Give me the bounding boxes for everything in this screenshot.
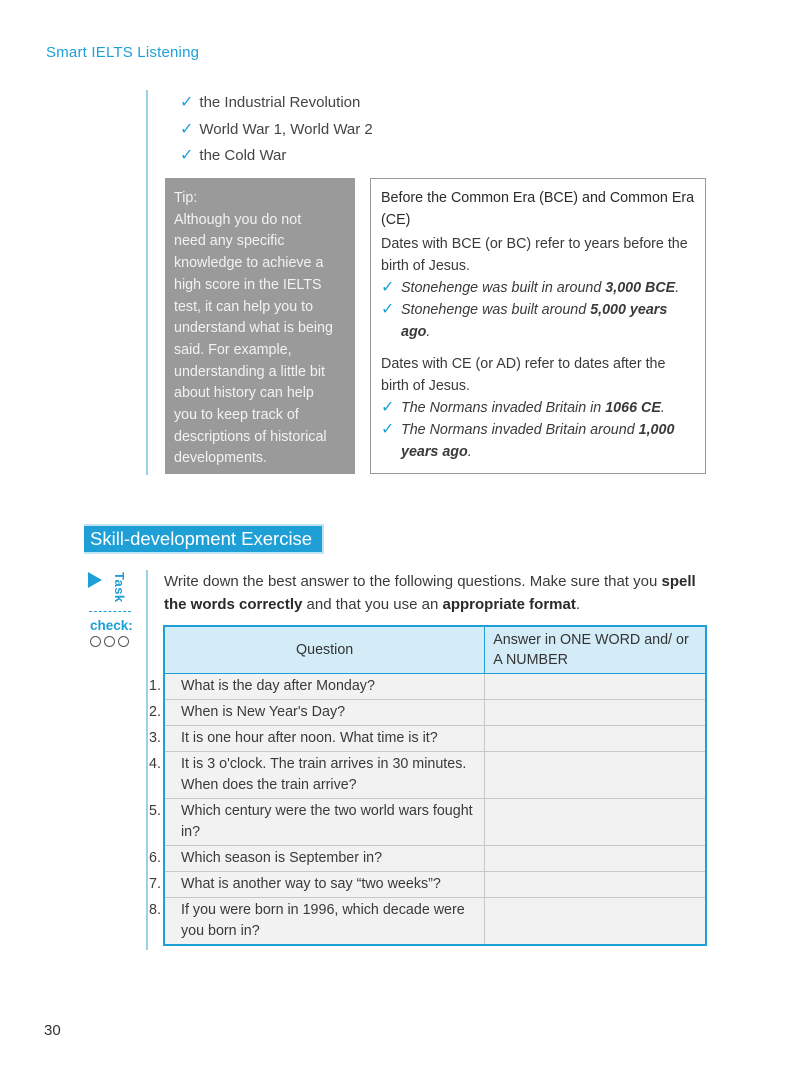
tip-box	[165, 178, 355, 474]
bce-example: ✓ Stonehenge was built around 5,000 years ago.	[381, 299, 695, 343]
check-label: check:	[90, 618, 133, 633]
tip-line: understand what is being	[174, 320, 333, 337]
table-header-row	[164, 626, 706, 674]
answer-cell[interactable]	[485, 752, 706, 799]
ce-example: ✓ The Normans invaded Britain around 1,000 years ago.	[381, 419, 695, 463]
tip-line: descriptions of historical	[174, 428, 327, 445]
check-icon: ✓	[381, 399, 395, 416]
check-icon: ✓	[180, 147, 194, 164]
answer-cell[interactable]	[485, 726, 706, 752]
check-icon: ✓	[180, 120, 194, 138]
circle-checkbox[interactable]	[90, 636, 101, 647]
table-row: 7. What is another way to say “two weeks”?	[164, 872, 706, 898]
tip-title: Tip:	[174, 190, 198, 206]
bce-example: ✓ Stonehenge was built in around 3,000 BCE.	[381, 277, 695, 299]
table-row: 5. Which century were the two world wars fought in?	[164, 799, 706, 846]
answer-cell[interactable]	[485, 872, 706, 898]
page-number: 30	[44, 1022, 61, 1039]
tip-line: said. For example,	[174, 341, 292, 358]
check-icon: ✓	[381, 301, 395, 318]
bce-ce-info-box	[370, 178, 706, 474]
tip-line: understanding a little bit	[174, 363, 326, 380]
check-icon: ✓	[180, 94, 194, 111]
check-icon: ✓	[381, 421, 395, 438]
tip-line: test, it can help you to	[174, 298, 314, 315]
task-label: Task	[112, 572, 127, 603]
answer-cell[interactable]	[485, 846, 706, 872]
history-check-list	[180, 90, 373, 170]
list-item: ✓ the Cold War	[180, 147, 287, 164]
column-header-answer: Answer in ONE WORD and/ or A NUMBER	[485, 626, 706, 674]
exercise-margin-rule	[146, 570, 148, 950]
dashed-divider	[89, 611, 131, 612]
table-row: 8. If you were born in 1996, which decade were you born in?	[164, 898, 706, 946]
table-row: 1. What is the day after Monday?	[164, 674, 706, 700]
answer-cell[interactable]	[485, 898, 706, 946]
answer-cell[interactable]	[485, 700, 706, 726]
circle-checkbox[interactable]	[118, 636, 129, 647]
task-arrow-icon	[88, 572, 102, 588]
tip-line: need any specific	[174, 233, 285, 250]
table-row: 6. Which season is September in?	[164, 846, 706, 872]
tip-line: about history can help	[174, 385, 314, 402]
check-circles	[90, 636, 129, 647]
list-item: ✓ World War 1, World War 2	[180, 120, 373, 138]
section-title-banner: Skill-development Exercise	[84, 524, 324, 554]
ce-paragraph: Dates with CE (or AD) refer to dates after the birth of Jesus.	[381, 356, 666, 394]
tip-line: Although you do not	[174, 211, 302, 228]
bce-paragraph: Dates with BCE (or BC) refer to years before the birth of Jesus.	[381, 236, 688, 274]
bce-box-title: Before the Common Era (BCE) and Common Era (CE)	[381, 190, 695, 228]
answer-cell[interactable]	[485, 799, 706, 846]
list-item: ✓ the Industrial Revolution	[180, 94, 361, 111]
task-instruction: Write down the best answer to the following questions. Make sure that you spell the words correctly and that you use an appropriate format.	[164, 573, 696, 613]
table-row: 3. It is one hour after noon. What time is it?	[164, 726, 706, 752]
ce-example: ✓ The Normans invaded Britain in 1066 CE.	[381, 397, 695, 419]
check-icon: ✓	[381, 279, 395, 296]
table-row: 2. When is New Year's Day?	[164, 700, 706, 726]
table-row: 4. It is 3 o'clock. The train arrives in 30 minutes. When does the train arrive?	[164, 752, 706, 799]
question-table	[149, 625, 707, 946]
column-header-question: Question	[164, 626, 485, 674]
tip-line: knowledge to achieve a	[174, 255, 324, 272]
answer-cell[interactable]	[485, 674, 706, 700]
running-head: Smart IELTS Listening	[46, 44, 200, 61]
tip-line: developments.	[174, 450, 267, 467]
tip-line: you to keep track of	[174, 407, 299, 424]
tip-line: high score in the IELTS	[174, 276, 322, 293]
circle-checkbox[interactable]	[104, 636, 115, 647]
top-margin-rule	[146, 90, 148, 475]
